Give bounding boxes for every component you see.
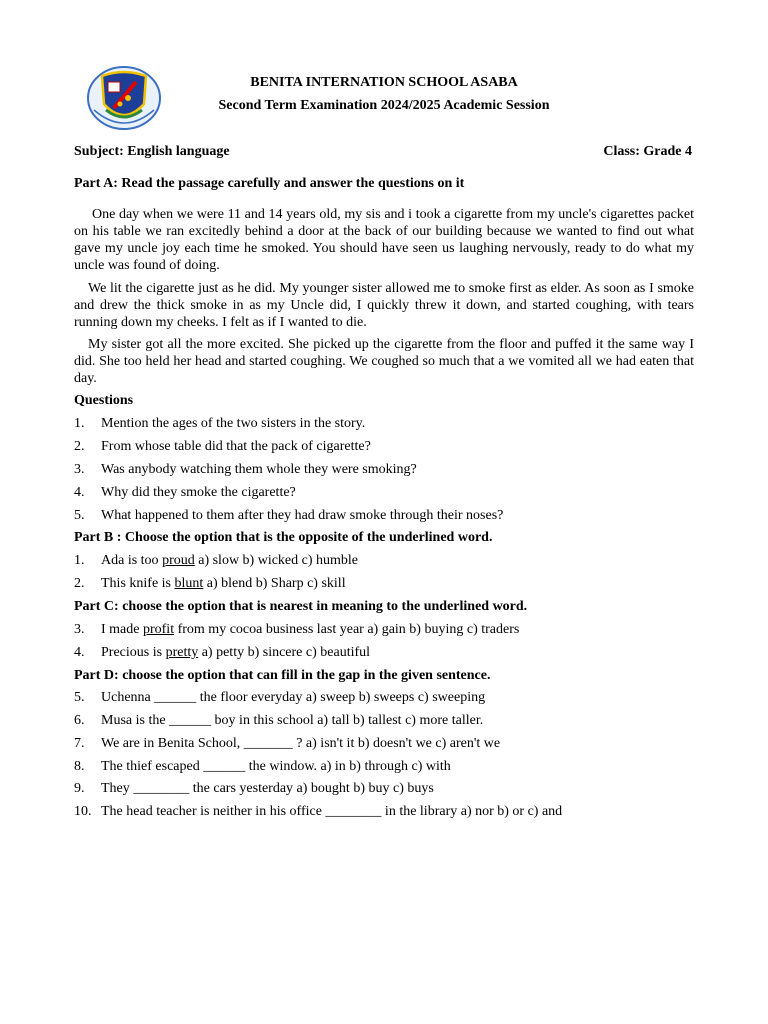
question-text: Uchenna ______ the floor everyday a) sweep b) sweeps c) sweeping [101, 690, 486, 705]
question-number: 4. [74, 645, 85, 660]
question-item [74, 553, 358, 569]
underlined-word: blunt [174, 576, 204, 591]
question-item [74, 485, 296, 501]
question-text: From whose table did that the pack of cigarette? [101, 439, 371, 454]
subject-label: Subject: English language [74, 144, 230, 159]
question-text: Why did they smoke the cigarette? [101, 485, 296, 500]
question-number: 5. [74, 508, 85, 523]
question-text: Was anybody watching them whole they were smoking? [101, 462, 417, 477]
question-text-start: Ada is too [101, 553, 163, 568]
question-item [74, 736, 500, 752]
question-number: 3. [74, 622, 85, 637]
question-number: 5. [74, 690, 85, 705]
underlined-word: proud [162, 553, 195, 568]
class-label: Class: Grade 4 [603, 144, 692, 159]
question-text: The thief escaped ______ the window. a) in b) through c) with [101, 759, 451, 774]
question-item [74, 713, 483, 729]
question-text-start: I made [101, 622, 143, 637]
part-c-heading: Part C: choose the option that is nearest in meaning to the underlined word. [74, 599, 528, 614]
exam-title: Second Term Examination 2024/2025 Academic Session [218, 98, 550, 113]
question-number: 10. [74, 804, 92, 819]
question-item [74, 576, 346, 592]
school-name: BENITA INTERNATION SCHOOL ASABA [250, 75, 518, 90]
question-item [74, 622, 519, 638]
part-a-heading: Part A: Read the passage carefully and answer the questions on it [74, 176, 465, 191]
question-text-start: This knife is [101, 576, 175, 591]
part-b-heading: Part B : Choose the option that is the opposite of the underlined word. [74, 530, 493, 545]
part-d-heading: Part D: choose the option that can fill in the gap in the given sentence. [74, 668, 491, 683]
questions-heading: Questions [74, 393, 134, 408]
question-text: Musa is the ______ boy in this school a) tall b) tallest c) more taller. [101, 713, 484, 728]
question-options: a) blend b) Sharp c) skill [203, 576, 346, 591]
question-text: What happened to them after they had draw smoke through their noses? [101, 508, 504, 523]
passage-paragraph: One day when we were 11 and 14 years old, my sis and i took a cigarette from my uncle's cigarettes packet on his table we ran excitedly behind a door at the back of our building because we wanted to find out what gave my uncle joy each time he smoked. You should have seen us laughing nervously, ready to do what my uncle was found of doing. [74, 207, 694, 273]
underlined-word: profit [142, 622, 175, 637]
question-text: Mention the ages of the two sisters in the story. [101, 416, 366, 431]
question-text: The head teacher is neither in his office ________ in the library a) nor b) or c) and [101, 804, 563, 819]
question-number: 7. [74, 736, 85, 751]
question-options: from my cocoa business last year a) gain b) buying c) traders [174, 622, 520, 637]
question-text-start: Precious is [101, 645, 166, 660]
question-text: We are in Benita School, _______ ? a) isn't it b) doesn't we c) aren't we [101, 736, 501, 751]
question-number: 3. [74, 462, 85, 477]
underlined-word: pretty [165, 645, 199, 660]
question-item [74, 759, 451, 775]
question-number: 4. [74, 485, 85, 500]
question-number: 2. [74, 576, 85, 591]
question-item [74, 416, 365, 432]
question-item [74, 439, 371, 455]
question-options: a) slow b) wicked c) humble [194, 553, 359, 568]
passage-paragraph: We lit the cigarette just as he did. My younger sister allowed me to smoke first as elder. As soon as I smoke and drew the thick smoke in as my Uncle did, I quickly threw it down, and started coughing, with tears running down my cheeks. I felt as if I wanted to die. [74, 281, 694, 330]
question-item [74, 645, 370, 661]
question-item [74, 781, 434, 797]
passage-paragraph: My sister got all the more excited. She picked up the cigarette from the floor and puffed it the same way I did. She too held her head and started coughing. We coughed so much that a we vomited all we had eaten that day. [74, 337, 694, 386]
question-options: a) petty b) sincere c) beautiful [198, 645, 371, 660]
question-number: 2. [74, 439, 85, 454]
question-number: 8. [74, 759, 85, 774]
question-number: 1. [74, 416, 85, 431]
question-number: 6. [74, 713, 85, 728]
question-item [74, 804, 562, 820]
question-item [74, 462, 417, 478]
question-number: 1. [74, 553, 85, 568]
question-text: They ________ the cars yesterday a) bought b) buy c) buys [101, 781, 434, 796]
question-number: 9. [74, 781, 85, 796]
question-item [74, 508, 503, 524]
question-item [74, 690, 485, 706]
